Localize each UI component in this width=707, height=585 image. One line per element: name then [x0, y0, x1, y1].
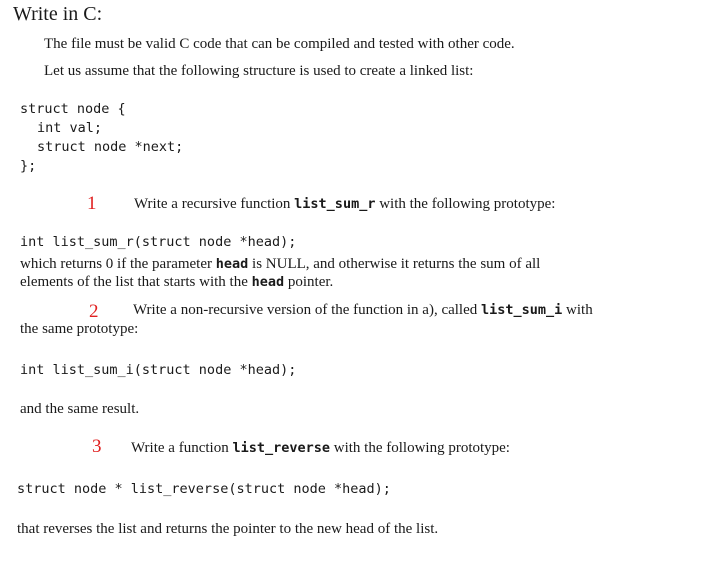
intro-line-1: The file must be valid C code that can be compiled and tested with other code. [44, 36, 515, 52]
struct-code-line-4: }; [20, 158, 37, 174]
question-1-desc-part-3: elements of the list that starts with the [20, 274, 252, 290]
question-number-1: 1 [87, 193, 97, 214]
question-1-desc-line-2 [20, 274, 333, 291]
question-number-2: 2 [89, 301, 99, 322]
question-3-text [131, 440, 510, 457]
question-1-desc-code-2: head [251, 274, 285, 290]
question-2-tail: and the same result. [20, 401, 140, 417]
question-1-desc-line-1 [20, 256, 540, 273]
question-2-text-before: Write a non-recursive version of the function in a), called [133, 302, 482, 318]
page-title: Write in C: [13, 3, 103, 25]
question-2-text-after: with [562, 302, 593, 318]
question-3-text-before: Write a function [131, 440, 233, 456]
question-1-prototype: int list_sum_r(struct node *head); [20, 234, 297, 250]
question-2-func-name: list_sum_i [481, 302, 563, 318]
question-number-3: 3 [92, 436, 102, 457]
question-3-text-after: with the following prototype: [330, 440, 510, 456]
question-1-desc-part-1: which returns 0 if the parameter [20, 256, 216, 272]
question-3-prototype: struct node * list_reverse(struct node *head); [17, 481, 391, 497]
struct-code-line-3: struct node *next; [37, 139, 184, 155]
intro-line-2: Let us assume that the following structure is used to create a linked list: [44, 63, 474, 79]
struct-code-line-1: struct node { [20, 101, 126, 117]
question-2-text [133, 302, 593, 319]
question-1-text-after: with the following prototype: [375, 196, 556, 212]
question-2-prototype: int list_sum_i(struct node *head); [20, 362, 297, 378]
question-1-desc-part-4: pointer. [284, 274, 334, 290]
question-3-func-name: list_reverse [232, 440, 330, 456]
question-2-line-2: the same prototype: [20, 321, 139, 337]
question-3-tail: that reverses the list and returns the pointer to the new head of the list. [17, 521, 439, 537]
question-1-text-before: Write a recursive function [134, 196, 295, 212]
struct-code-line-2: int val; [37, 120, 103, 136]
question-1-desc-part-2: is NULL, and otherwise it returns the sum of all [248, 256, 541, 272]
question-1-func-name: list_sum_r [294, 196, 376, 212]
question-1-desc-code-1: head [215, 256, 249, 272]
question-1-text [134, 196, 555, 213]
